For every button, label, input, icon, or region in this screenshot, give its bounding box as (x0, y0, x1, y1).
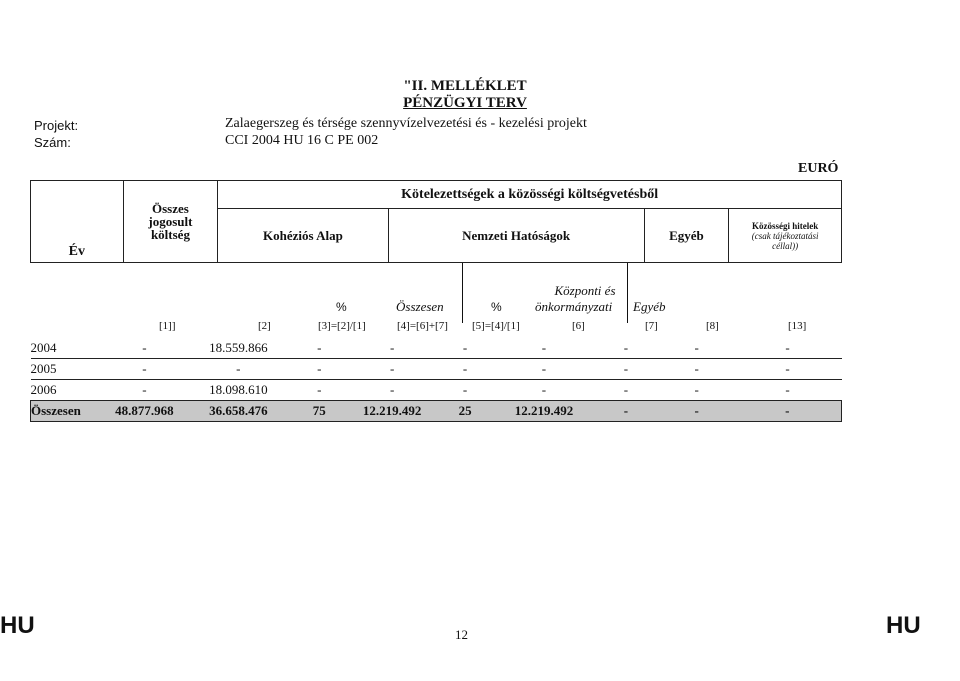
footer-right-code: HU (886, 612, 921, 639)
row-cell: 18.559.866 (209, 340, 268, 355)
szam-label: Szám: (34, 135, 71, 150)
data-table (30, 338, 842, 422)
row-cell: 75 (312, 403, 326, 418)
projekt-label: Projekt: (34, 118, 79, 133)
row-cell: - (142, 361, 147, 376)
kotelezettsegek-header: Kötelezettségek a közösségi költségvetésből (218, 181, 842, 209)
row-cell: - (142, 340, 147, 355)
kozponti-label-line1: Központi és (554, 283, 616, 298)
row-year: 2004 (30, 340, 57, 355)
row-year: Összesen (31, 403, 81, 418)
row-cell: - (694, 382, 699, 397)
row-cell: - (785, 340, 790, 355)
row-cell: - (462, 361, 468, 376)
row-cell: - (694, 340, 699, 355)
row-cell: 18.098.610 (209, 382, 268, 397)
row-cell: - (541, 361, 547, 376)
code-1: [1]] (159, 320, 176, 332)
row-cell: 12.219.492 (362, 403, 422, 418)
row-year: 2005 (30, 361, 57, 376)
code-5: [5]=[4]/[1] (472, 320, 520, 332)
pct1-label: % (336, 300, 347, 314)
nemzeti-header: Nemzeti Hatóságok (388, 209, 644, 263)
code-8: [8] (706, 320, 719, 332)
row-cell: - (389, 382, 395, 397)
annex-title: "II. MELLÉKLET (403, 78, 527, 94)
currency-label: EURÓ (798, 161, 839, 176)
page-number: 12 (455, 627, 468, 642)
row-cell: - (694, 403, 699, 418)
row-cell: - (541, 382, 547, 397)
egyeb-header: Egyéb (644, 209, 729, 263)
row-cell: - (317, 361, 322, 376)
row-cell: - (317, 382, 322, 397)
row-cell: 25 (458, 403, 472, 418)
szam-value: CCI 2004 HU 16 C PE 002 (225, 133, 379, 148)
code-2: [2] (258, 320, 271, 332)
row-cell: 36.658.476 (209, 403, 268, 418)
footer-left-code: HU (0, 612, 35, 639)
code-4: [4]=[6]+[7] (397, 320, 448, 332)
projekt-value: Zalaegerszeg és térsége szennyvízelvezetési és - kezelési projekt (225, 116, 587, 131)
table-row (31, 359, 842, 380)
row-cell: - (623, 361, 629, 376)
row-year: 2006 (30, 382, 57, 397)
row-cell: - (623, 403, 629, 418)
header-table (30, 180, 842, 263)
row-cell: - (389, 361, 395, 376)
code-6: [6] (572, 320, 585, 332)
row-cell: - (785, 361, 790, 376)
code-13: [13] (788, 320, 807, 332)
row-cell: - (142, 382, 147, 397)
code-3: [3]=[2]/[1] (318, 320, 366, 332)
total-row (31, 401, 842, 422)
kohezios-header: Kohéziós Alap (218, 209, 388, 263)
row-cell: - (785, 382, 790, 397)
code-7: [7] (645, 320, 658, 332)
row-cell: 12.219.492 (514, 403, 574, 418)
row-cell: - (623, 382, 629, 397)
osszes-header: Összes jogosult költség (123, 181, 218, 263)
table-row (31, 380, 842, 401)
egyeb-sub-label: Egyéb (633, 299, 666, 314)
pct2-label: % (491, 300, 502, 314)
row-cell: - (389, 340, 395, 355)
financial-plan-title: PÉNZÜGYI TERV (403, 95, 527, 111)
row-cell: - (317, 340, 322, 355)
osszesen-label: Összesen (396, 299, 444, 314)
table-row (31, 338, 842, 359)
kozponti-label-line2: önkormányzati (535, 299, 613, 314)
row-cell: - (785, 403, 790, 418)
row-cell: - (236, 361, 241, 376)
divider (462, 263, 463, 323)
kozossegi-header: Közösségi hitelek (csak tájékoztatási céllal)) (729, 209, 842, 263)
row-cell: - (462, 340, 468, 355)
row-cell: - (462, 382, 468, 397)
row-cell: - (694, 361, 699, 376)
row-cell: - (541, 340, 547, 355)
ev-header: Év (31, 181, 124, 263)
row-cell: - (623, 340, 629, 355)
row-cell: 48.877.968 (115, 403, 174, 418)
